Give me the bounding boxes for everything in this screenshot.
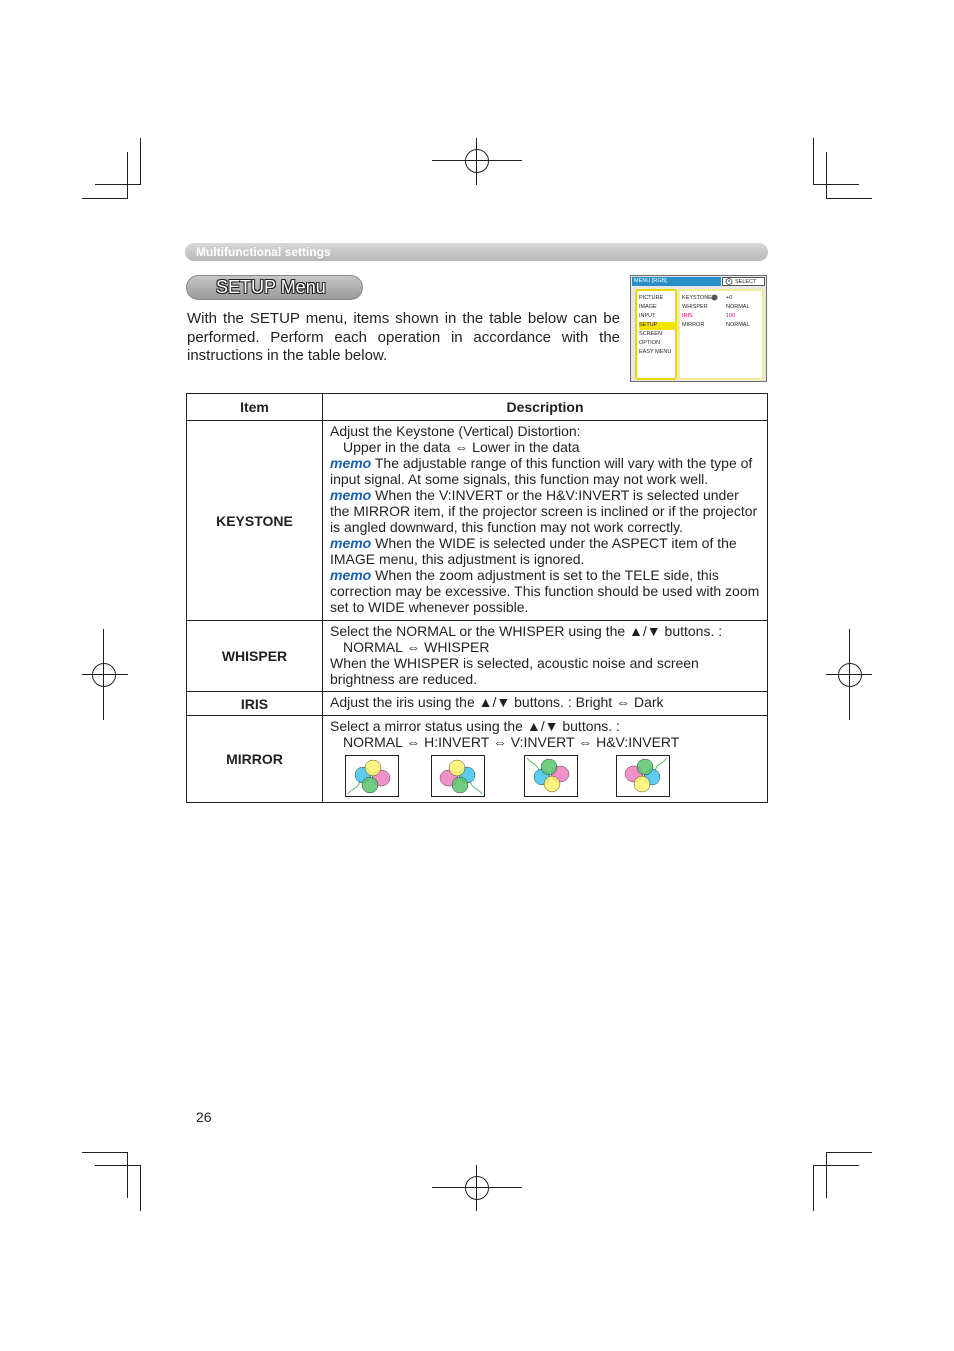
adjust-icon [711,294,718,301]
setup-menu-screenshot [630,275,767,382]
menu-value-mirror: NORMAL [726,322,750,328]
crop-mark [82,1152,128,1153]
keystone-memo2 [330,487,761,535]
mirror-illustrations [330,750,761,798]
crop-mark [82,198,128,199]
mirror-h-invert-image [431,755,485,797]
whisper-line2: NORMAL ⇔ WHISPER [343,639,490,655]
menu-select-label: SELECT [735,279,757,285]
menu-value-whisper: NORMAL [726,304,750,310]
crop-mark [127,1152,128,1198]
menu-item-easy-menu: EASY MENU [639,349,672,355]
menu-setting-keystone: KEYSTONE [682,295,712,301]
crop-mark [140,1165,141,1211]
mirror-hv-invert-image [616,755,670,797]
registration-target [92,663,116,687]
crop-mark [813,1165,859,1166]
registration-target [465,149,489,173]
crop-mark [95,184,141,185]
page-title-pill [186,275,363,300]
crop-mark [813,184,859,185]
description-iris: Adjust the iris using the ▲/▼ buttons. : Bright ⇔ Dark [323,692,768,716]
crop-mark [826,1152,827,1198]
registration-target [838,663,862,687]
table-header-row [187,394,768,421]
item-whisper: WHISPER [187,621,323,692]
intro-paragraph: With the SETUP menu, items shown in the table below can be performed. Perform each operation in accordance with the instructions in the table below. [187,310,620,364]
item-keystone: KEYSTONE [187,421,323,621]
menu-item-picture: PICTURE [639,295,664,301]
mirror-line1: Select a mirror status using the ▲/▼ buttons. : [330,718,620,734]
keystone-memo4 [330,567,761,615]
table-row-mirror [187,716,768,803]
whisper-line3: When the WHISPER is selected, acoustic noise and screen brightness are reduced. [330,655,699,687]
page-number: 26 [196,1109,212,1125]
menu-setting-whisper: WHISPER [682,304,708,310]
section-label: Multifunctional settings [196,245,331,259]
menu-select-box [722,277,765,286]
menu-setting-iris: IRIS [682,313,693,319]
menu-item-option: OPTION [639,340,661,346]
menu-header-bar [632,277,721,286]
item-iris: IRIS [187,692,323,716]
column-header-item: Item [187,394,323,421]
menu-item-setup: SETUP [639,322,677,330]
keystone-memo2-text: When the V:INVERT or the H&V:INVERT is selected under the MIRROR item, if the projector screen is inclined or if the projector is angled downward, this function may not work correctly. [330,487,758,535]
table-row-iris [187,692,768,716]
memo-label: memo [330,567,372,583]
menu-left-panel [635,289,677,380]
column-header-description: Description [323,394,768,421]
page-title: SETUP Menu [216,277,326,297]
keystone-memo4-text: When the zoom adjustment is set to the TELE side, this correction may be excessive. This function should be used with zoom set to WIDE whenever possible. [330,567,760,615]
table-row-keystone [187,421,768,621]
keystone-memo3-text: When the WIDE is selected under the ASPECT item of the IMAGE menu, this adjustment is ignored. [330,535,737,567]
description-keystone [323,421,768,621]
setup-table [186,393,768,803]
menu-setting-mirror: MIRROR [682,322,705,328]
description-mirror [323,716,768,803]
keystone-memo1-text: The adjustable range of this function will vary with the type of input signal. At some signals, this function may not work well. [330,455,753,487]
mirror-line2: NORMAL ⇔ H:INVERT ⇔ V:INVERT ⇔ H&V:INVERT [343,734,680,750]
mirror-v-invert-image [524,755,578,797]
menu-right-panel [678,289,764,380]
keystone-line2: Upper in the data ⇔ Lower in the data [343,439,580,455]
whisper-line1: Select the NORMAL or the WHISPER using the ▲/▼ buttons. : [330,623,723,639]
crop-mark [826,152,827,198]
memo-label: memo [330,535,372,551]
menu-item-input: INPUT [639,313,656,319]
mirror-normal-image [345,755,399,797]
crop-mark [813,138,814,185]
crop-mark [140,138,141,185]
keystone-memo3 [330,535,761,567]
select-button-icon [725,278,733,285]
memo-label: memo [330,455,372,471]
registration-target [465,1176,489,1200]
menu-header-label: MENU [RGB] [634,278,667,284]
section-header-bar [185,243,768,261]
memo-label: memo [330,487,372,503]
description-whisper [323,621,768,692]
menu-value-keystone: +0 [726,295,733,301]
menu-item-image: IMAGE [639,304,657,310]
crop-mark [127,152,128,198]
keystone-memo1 [330,455,761,487]
table-row-whisper [187,621,768,692]
crop-mark [826,198,872,199]
crop-mark [826,1152,872,1153]
item-mirror: MIRROR [187,716,323,803]
menu-item-screen: SCREEN [639,331,662,337]
menu-value-iris: 100 [726,313,736,319]
crop-mark [813,1165,814,1211]
keystone-line1: Adjust the Keystone (Vertical) Distortion: [330,423,581,439]
crop-mark [95,1165,141,1166]
